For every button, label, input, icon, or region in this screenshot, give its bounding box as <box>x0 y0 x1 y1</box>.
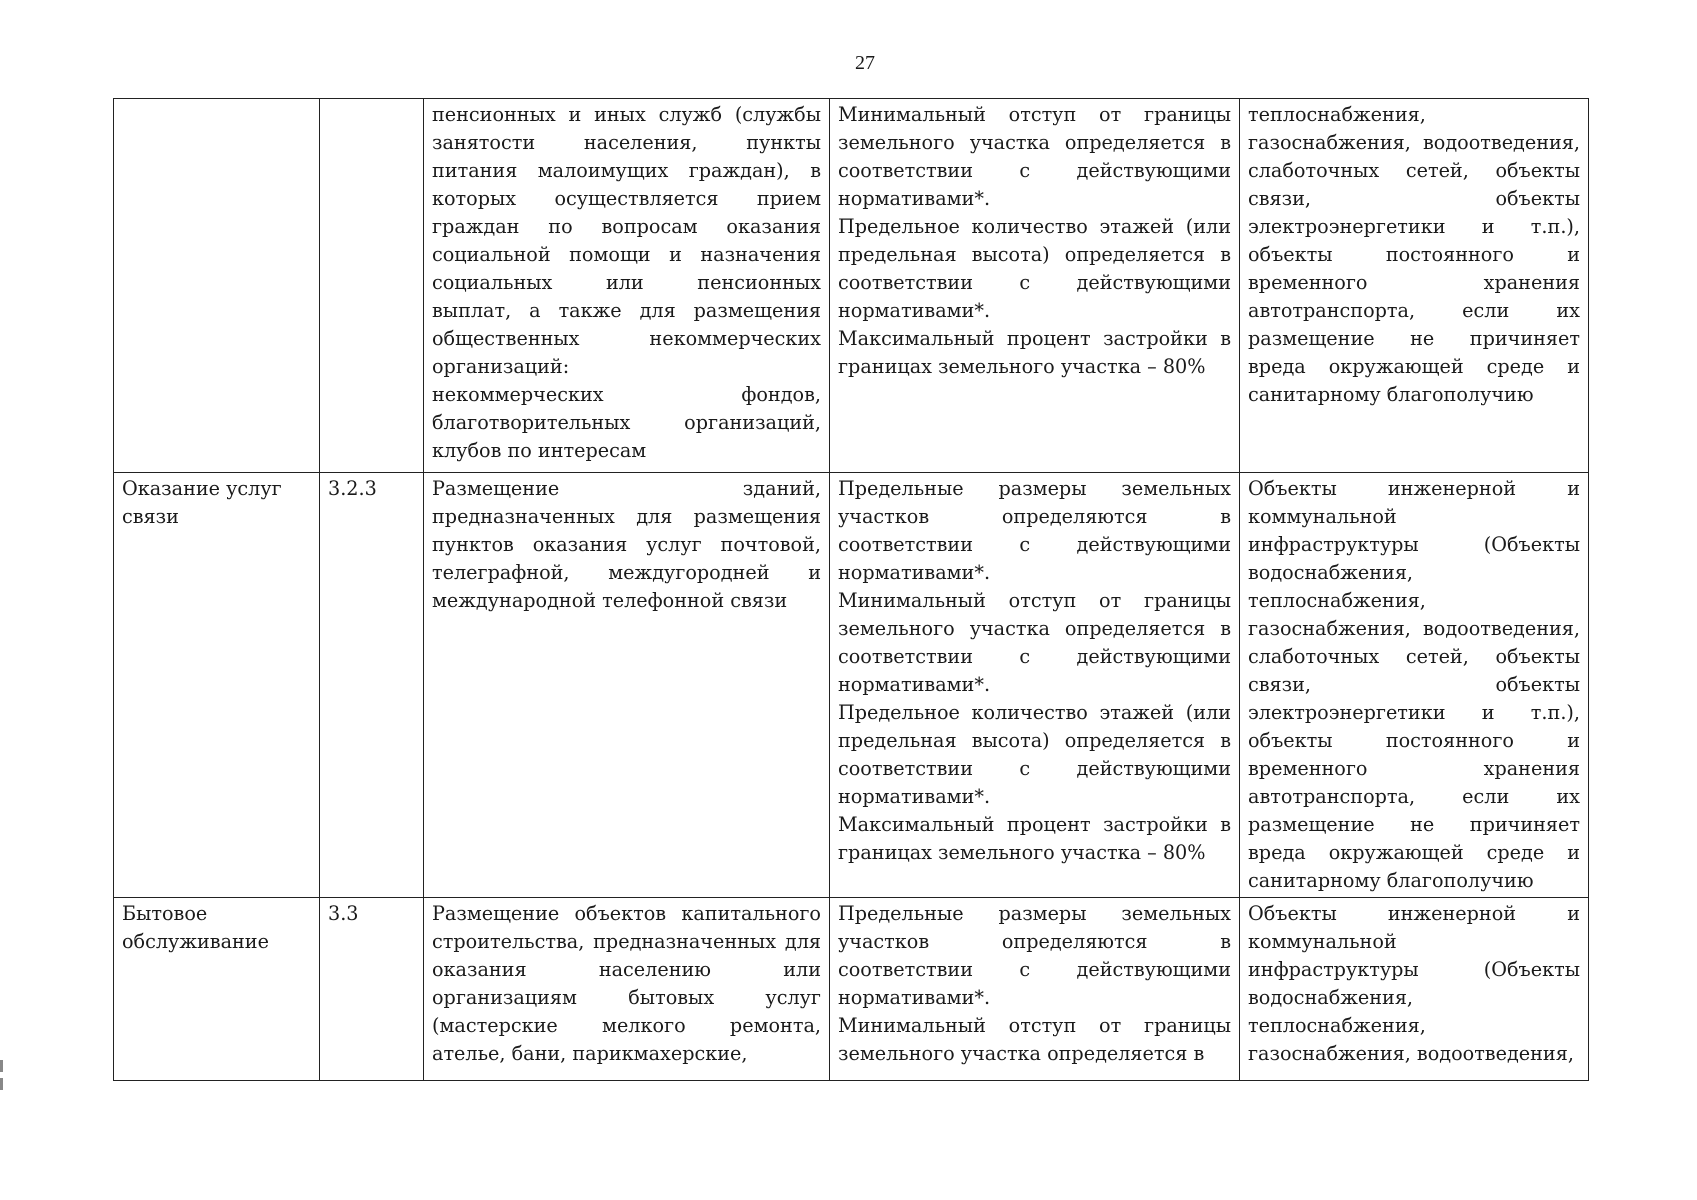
use-code-cell: 3.2.3 <box>320 473 424 898</box>
cell-text-line: границах земельного участка – 80% <box>838 841 1206 864</box>
table-row <box>114 898 1589 1081</box>
cell-text-line: границах земельного участка – 80% <box>838 355 1206 378</box>
cell-text-line: слаботочных сетей, объекты <box>1248 645 1580 668</box>
land-use-table <box>113 98 1589 1081</box>
cell-text-line: общественных некоммерческих <box>432 327 821 350</box>
cell-text-line: водоснабжения, <box>1248 561 1414 584</box>
auxiliary-cell <box>1240 99 1589 473</box>
cell-text-line: соответствии с действующими <box>838 757 1231 780</box>
cell-text-line: социальной помощи и назначения <box>432 243 821 266</box>
cell-text-line: которых осуществляется прием <box>432 187 821 210</box>
cell-text-line: соответствии с действующими <box>838 271 1231 294</box>
cell-text-line: соответствии с действующими <box>838 958 1231 981</box>
cell-text-line: водоснабжения, <box>1248 986 1414 1009</box>
cell-text-line: объекты постоянного и <box>1248 243 1580 266</box>
cell-text-line: предназначенных для размещения <box>432 505 821 528</box>
cell-text-line: вреда окружающей среде и <box>1248 355 1580 378</box>
cell-text-line: электроэнергетики и т.п.), <box>1248 215 1580 238</box>
cell-text-line: слаботочных сетей, объекты <box>1248 159 1580 182</box>
cell-text-line: коммунальной <box>1248 505 1397 528</box>
cell-text-line: занятости населения, пункты <box>432 131 821 154</box>
cell-text-line: некоммерческих фондов, <box>432 383 821 406</box>
cell-text-line: земельного участка определяется в <box>838 1042 1205 1065</box>
cell-text-line: Объекты инженерной и <box>1248 477 1580 500</box>
cell-text-line: телеграфной, междугородней и <box>432 561 821 584</box>
cell-text-line: теплоснабжения, <box>1248 103 1426 126</box>
cell-text-line: нормативами*. <box>838 299 991 322</box>
cell-text-line: международной телефонной связи <box>432 589 788 612</box>
cell-text-line: связи, объекты <box>1248 187 1580 210</box>
use-name-cell <box>114 99 320 473</box>
cell-text-line: предельная высота) определяется в <box>838 243 1231 266</box>
cell-text-line: санитарному благополучию <box>1248 383 1534 406</box>
use-code-cell: 3.3 <box>320 898 424 1081</box>
cell-text-line: ателье, бани, парикмахерские, <box>432 1042 748 1065</box>
cell-text-line: соответствии с действующими <box>838 533 1231 556</box>
cell-text-line: размещение не причиняет <box>1248 327 1580 350</box>
cell-text-line: питания малоимущих граждан), в <box>432 159 821 182</box>
cell-text-line: земельного участка определяется в <box>838 131 1231 154</box>
cell-text-line: нормативами*. <box>838 986 991 1009</box>
cell-text-line: Предельные размеры земельных <box>838 477 1231 500</box>
cell-text-line: теплоснабжения, <box>1248 1014 1426 1037</box>
cell-text-line: Максимальный процент застройки в <box>838 813 1231 836</box>
use-code-cell <box>320 99 424 473</box>
cell-text-line: Максимальный процент застройки в <box>838 327 1231 350</box>
cell-text-line: автотранспорта, если их <box>1248 785 1580 808</box>
cell-text-line: санитарному благополучию <box>1248 869 1534 892</box>
cell-text-line: соответствии с действующими <box>838 159 1231 182</box>
use-name-cell: Оказание услуг связи <box>114 473 320 898</box>
auxiliary-cell <box>1240 898 1589 1081</box>
cell-text-line: газоснабжения, водоотведения, <box>1248 131 1580 154</box>
description-cell <box>424 99 830 473</box>
cell-text-line: участков определяются в <box>838 505 1231 528</box>
cell-text-line: временного хранения <box>1248 271 1580 294</box>
cell-text-line: социальных или пенсионных <box>432 271 821 294</box>
cell-text-line: Объекты инженерной и <box>1248 902 1580 925</box>
cell-text-line: организациям бытовых услуг <box>432 986 821 1009</box>
cell-text-line: теплоснабжения, <box>1248 589 1426 612</box>
cell-text-line: клубов по интересам <box>432 439 647 462</box>
cell-text-line: Минимальный отступ от границы <box>838 103 1231 126</box>
parameters-cell <box>830 898 1240 1081</box>
cell-text-line: Минимальный отступ от границы <box>838 589 1231 612</box>
cell-text-line: нормативами*. <box>838 673 991 696</box>
cell-text-line: пенсионных и иных служб (службы <box>432 103 821 126</box>
cell-text-line: временного хранения <box>1248 757 1580 780</box>
cell-text-line: оказания населению или <box>432 958 821 981</box>
description-cell <box>424 473 830 898</box>
cell-text-line: Предельное количество этажей (или <box>838 701 1231 724</box>
cell-text-line: Предельное количество этажей (или <box>838 215 1231 238</box>
cell-text-line: нормативами*. <box>838 561 991 584</box>
cell-text-line: газоснабжения, водоотведения, <box>1248 617 1580 640</box>
cell-text-line: выплат, а также для размещения <box>432 299 821 322</box>
cell-text-line: объекты постоянного и <box>1248 729 1580 752</box>
cell-text-line: Размещение зданий, <box>432 477 821 500</box>
cell-text-line: нормативами*. <box>838 785 991 808</box>
cell-text-line: соответствии с действующими <box>838 645 1231 668</box>
cell-text-line: участков определяются в <box>838 930 1231 953</box>
parameters-cell <box>830 473 1240 898</box>
table-row <box>114 99 1589 473</box>
cell-text-line: Минимальный отступ от границы <box>838 1014 1231 1037</box>
cell-text-line: инфраструктуры (Объекты <box>1248 958 1580 981</box>
cell-text-line: граждан по вопросам оказания <box>432 215 821 238</box>
cell-text-line: нормативами*. <box>838 187 991 210</box>
cell-text-line: Размещение объектов капитального <box>432 902 821 925</box>
cell-text-line: электроэнергетики и т.п.), <box>1248 701 1580 724</box>
cell-text-line: земельного участка определяется в <box>838 617 1231 640</box>
parameters-cell <box>830 99 1240 473</box>
cell-text-line: строительства, предназначенных для <box>432 930 821 953</box>
cell-text-line: Предельные размеры земельных <box>838 902 1231 925</box>
auxiliary-cell <box>1240 473 1589 898</box>
description-cell <box>424 898 830 1081</box>
cell-text-line: коммунальной <box>1248 930 1397 953</box>
table-row <box>114 473 1589 898</box>
cell-text-line: инфраструктуры (Объекты <box>1248 533 1580 556</box>
cell-text-line: автотранспорта, если их <box>1248 299 1580 322</box>
cell-text-line: организаций: <box>432 355 570 378</box>
use-name-cell: Бытовое обслуживание <box>114 898 320 1081</box>
cell-text-line: предельная высота) определяется в <box>838 729 1231 752</box>
cell-text-line: благотворительных организаций, <box>432 411 821 434</box>
cell-text-line: пунктов оказания услуг почтовой, <box>432 533 821 556</box>
cell-text-line: размещение не причиняет <box>1248 813 1580 836</box>
cell-text-line: связи, объекты <box>1248 673 1580 696</box>
cell-text-line: газоснабжения, водоотведения, <box>1248 1042 1574 1065</box>
scan-edge-mark <box>0 1060 3 1072</box>
cell-text-line: вреда окружающей среде и <box>1248 841 1580 864</box>
cell-text-line: (мастерские мелкого ремонта, <box>432 1014 821 1037</box>
page-number: 27 <box>855 52 875 74</box>
scan-edge-mark <box>0 1078 3 1090</box>
